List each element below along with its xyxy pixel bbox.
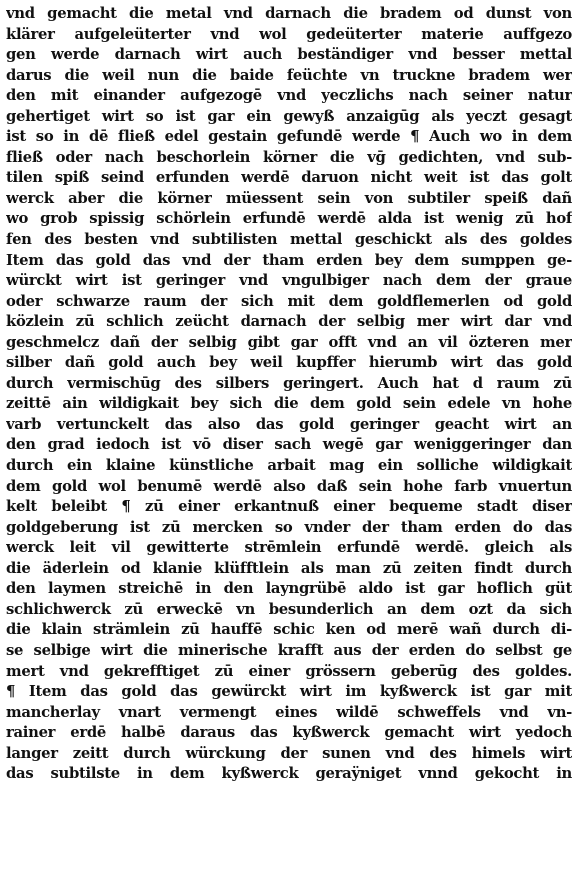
text-line: ¶ Item das gold das gewürckt wirt im kyßwerck ist gar mit [6, 683, 572, 701]
text-line: würckt wirt ist geringer vnd vngulbiger nach dem der graue [6, 272, 572, 290]
text-line: werck leit vil gewitterte strēmlein erfundē werdē. gleich als [6, 539, 572, 557]
blackletter-text-block [6, 4, 572, 785]
text-line: durch ein klaine künstliche arbait mag ein solliche wildigkait [6, 457, 572, 475]
text-line: goldgeberung ist zū mercken so vnder der tham erden do das [6, 518, 572, 536]
text-line: wo grob spissig schörlein erfundē werdē alda ist wenig zū hof [6, 210, 572, 228]
text-line: tilen spiß seind erfunden werdē daruon nicht weit ist das golt [6, 169, 572, 187]
text-line: fen des besten vnd subtilisten mettal geschickt als des goldes [6, 231, 572, 249]
text-line: darus die weil nun die baide feüchte vn truckne bradem wer [6, 66, 572, 84]
text-line: schlichwerck zū erweckē vn besunderlich an dem ozt da sich [6, 600, 572, 618]
text-line: den mit einander aufgezogē vnd yeczlichs nach seiner natur [6, 87, 572, 105]
text-line: fließ oder nach beschorlein körner die vḡ gedichten, vnd sub- [6, 148, 572, 166]
text-line: mancherlay vnart vermengt eines wildē schweffels vnd vn- [6, 703, 572, 721]
text-line: rainer erdē halbē daraus das kyßwerck gemacht wirt yedoch [6, 724, 572, 742]
text-line: durch vermischūg des silbers geringert. Auch hat d raum zū [6, 374, 572, 392]
text-line: kelt beleibt ¶ zū einer erkantnuß einer bequeme stadt diser [6, 498, 572, 516]
text-line: langer zeitt durch würckung der sunen vnd des himels wirt [6, 744, 572, 762]
text-line: se selbige wirt die minerische krafft aus der erden do selbst ge [6, 641, 572, 659]
text-line: vnd gemacht die metal vnd darnach die bradem od dunst von [6, 5, 572, 22]
text-line: geschmelcz dañ der selbig gibt gar offt vnd an vil özteren mer [6, 333, 572, 351]
text-line: die äderlein od klanie klüfftlein als man zū zeiten findt durch [6, 559, 572, 577]
text-line: dem gold wol benumē werdē also daß sein hohe farb vnuertun [6, 477, 572, 495]
text-line: silber dañ gold auch bey weil kupffer hierumb wirt das gold [6, 354, 572, 372]
text-line: gehertiget wirt so ist gar ein gewyß anzaigūg als yeczt gesagt [6, 107, 572, 125]
text-line: klärer aufgeleüterter vnd wol gedeüterter materie auffgezo [6, 25, 572, 43]
text-line: den laymen streichē in den layngrübē aldo ist gar hoflich güt [6, 580, 572, 598]
text-line: ist so in dē fließ edel gestain gefundē werde ¶ Auch wo in dem [6, 128, 572, 146]
text-line: mert vnd gekrefftiget zū einer grössern geberūg des goldes. [6, 662, 572, 680]
text-line: varb vertunckelt das also das gold geringer geacht wirt an [6, 415, 572, 433]
text-line: die klain strämlein zū hauffē schic ken od merē wañ durch di- [6, 621, 572, 639]
text-line: zeittē ain wildigkait bey sich die dem gold sein edele vn hohe [6, 395, 572, 413]
text-line: den grad iedoch ist vō diser sach wegē gar weniggeringer dan [6, 436, 572, 454]
text-line: Item das gold das vnd der tham erden bey dem sumppen ge- [6, 251, 572, 269]
text-line: das subtilste in dem kyßwerck geraÿniget vnnd gekocht in [6, 765, 572, 783]
text-line: werck aber die körner müessent sein von subtiler speiß dañ [6, 189, 572, 207]
text-line: gen werde darnach wirt auch beständiger vnd besser mettal [6, 46, 572, 64]
text-line: oder schwarze raum der sich mit dem goldflemerlen od gold [6, 292, 572, 310]
text-line: közlein zū schlich zeücht darnach der selbig mer wirt dar vnd [6, 313, 572, 331]
